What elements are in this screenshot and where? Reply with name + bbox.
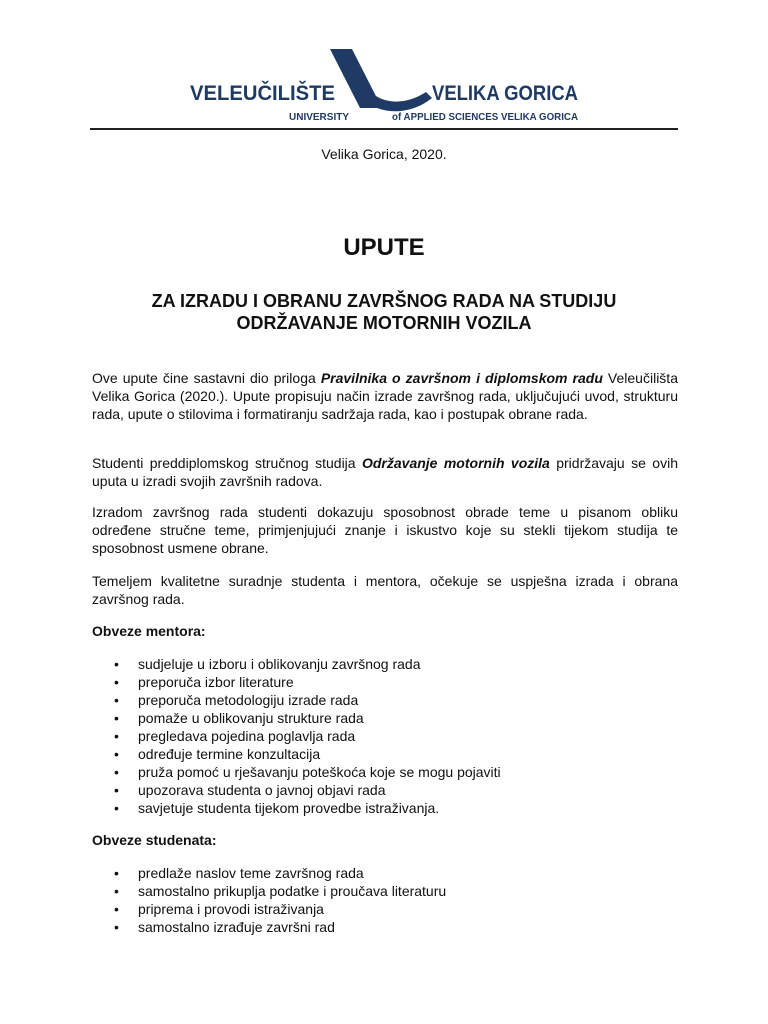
list-item <box>92 727 678 745</box>
student-duties-list <box>92 864 678 936</box>
bullet-icon: • <box>114 901 119 917</box>
bullet-icon: • <box>114 800 119 816</box>
students-text-rest: pridržavaju se ovih uputa u izradi svojih završnih radova. <box>92 455 678 489</box>
bullet-icon: • <box>114 883 119 899</box>
bullet-icon: • <box>114 746 119 762</box>
list-item-text: samostalno izrađuje završni rad <box>138 919 335 935</box>
place-date: Velika Gorica, 2020. <box>321 146 447 162</box>
list-item-text: preporuča metodologiju izrade rada <box>138 692 359 708</box>
bullet-icon: • <box>114 865 119 881</box>
bullet-icon: • <box>114 656 119 672</box>
list-item <box>92 864 678 882</box>
logo-swoosh <box>368 92 432 111</box>
subtitle-line: ZA IZRADU I OBRANU ZAVRŠNOG RADA NA STUDIJU <box>151 291 617 311</box>
list-item <box>92 655 678 673</box>
list-item <box>92 900 678 918</box>
list-item <box>92 882 678 900</box>
list-item <box>92 918 678 936</box>
intro-text: Ove upute čine sastavni dio priloga <box>92 370 321 386</box>
bullet-icon: • <box>114 692 119 708</box>
intro-paragraph <box>92 369 678 423</box>
logo-sub-right: of APPLIED SCIENCES VELIKA GORICA <box>392 112 578 123</box>
subtitle-line: ODRŽAVANJE MOTORNIH VOZILA <box>236 313 532 333</box>
institution-logo <box>0 40 768 130</box>
mentor-duties-list <box>92 655 678 817</box>
bullet-icon: • <box>114 710 119 726</box>
list-item-text: određuje termine konzultacija <box>138 746 321 762</box>
list-item-text: priprema i provodi istraživanja <box>138 901 324 917</box>
regulation-title: Pravilnika o završnom i diplomskom radu <box>320 370 603 386</box>
list-item <box>92 799 678 817</box>
list-item <box>92 709 678 727</box>
list-item-text: pomaže u oblikovanju strukture rada <box>138 710 364 726</box>
list-item <box>92 673 678 691</box>
list-item-text: pruža pomoć u rješavanju poteškoća koje se mogu pojaviti <box>138 764 501 780</box>
students-paragraph <box>92 454 678 490</box>
bullet-icon: • <box>114 674 119 690</box>
list-item-text: pregledava pojedina poglavlja rada <box>138 728 356 744</box>
bullet-icon: • <box>114 764 119 780</box>
logo-sub-left: UNIVERSITY <box>289 112 350 123</box>
list-item <box>92 763 678 781</box>
bullet-icon: • <box>114 728 119 744</box>
list-item-text: sudjeluje u izboru i oblikovanju završnog rada <box>138 656 421 672</box>
purpose-paragraph: Izradom završnog rada studenti dokazuju sposobnost obrade teme u pisanom obliku određene stručne teme, primjenjujući znanje i iskustvo koje su stekli tijekom studija te sposobnost usmene obrane. <box>92 504 678 556</box>
list-item-text: savjetuje studenta tijekom provedbe istraživanja. <box>138 800 440 816</box>
logo-left-text: VELEUČILIŠTE <box>190 82 341 105</box>
list-item-text: predlaže naslov teme završnog rada <box>138 865 364 881</box>
student-duties-heading: Obveze studenata: <box>92 832 217 848</box>
header-divider <box>90 128 678 130</box>
intro-text-rest: Veleučilišta Velika Gorica (2020.). Upute propisuju način izrade završnog rada, uključujući uvod, strukturu rada, upute o stilovima i formatiranju sadržaja rada, kao i postupak obrane rada. <box>92 370 678 422</box>
logo-right-text: VELIKA GORICA <box>432 82 578 105</box>
list-item-text: preporuča izbor literature <box>138 674 294 690</box>
list-item <box>92 691 678 709</box>
list-item-text: upozorava studenta o javnoj objavi rada <box>138 782 386 798</box>
bullet-icon: • <box>114 782 119 798</box>
list-item <box>92 745 678 763</box>
cooperation-paragraph: Temeljem kvalitetne suradnje studenta i mentora, očekuje se uspješna izrada i obrana završnog rada. <box>92 573 678 607</box>
list-item-text: samostalno prikuplja podatke i proučava literaturu <box>138 883 447 899</box>
document-title: UPUTE <box>343 234 425 261</box>
list-item <box>92 781 678 799</box>
document-subtitle <box>90 290 678 334</box>
students-text: Studenti preddiplomskog stručnog studija <box>92 455 362 471</box>
study-program-name: Održavanje motornih vozila <box>361 455 550 471</box>
mentor-duties-heading: Obveze mentora: <box>92 623 206 639</box>
bullet-icon: • <box>114 919 119 935</box>
